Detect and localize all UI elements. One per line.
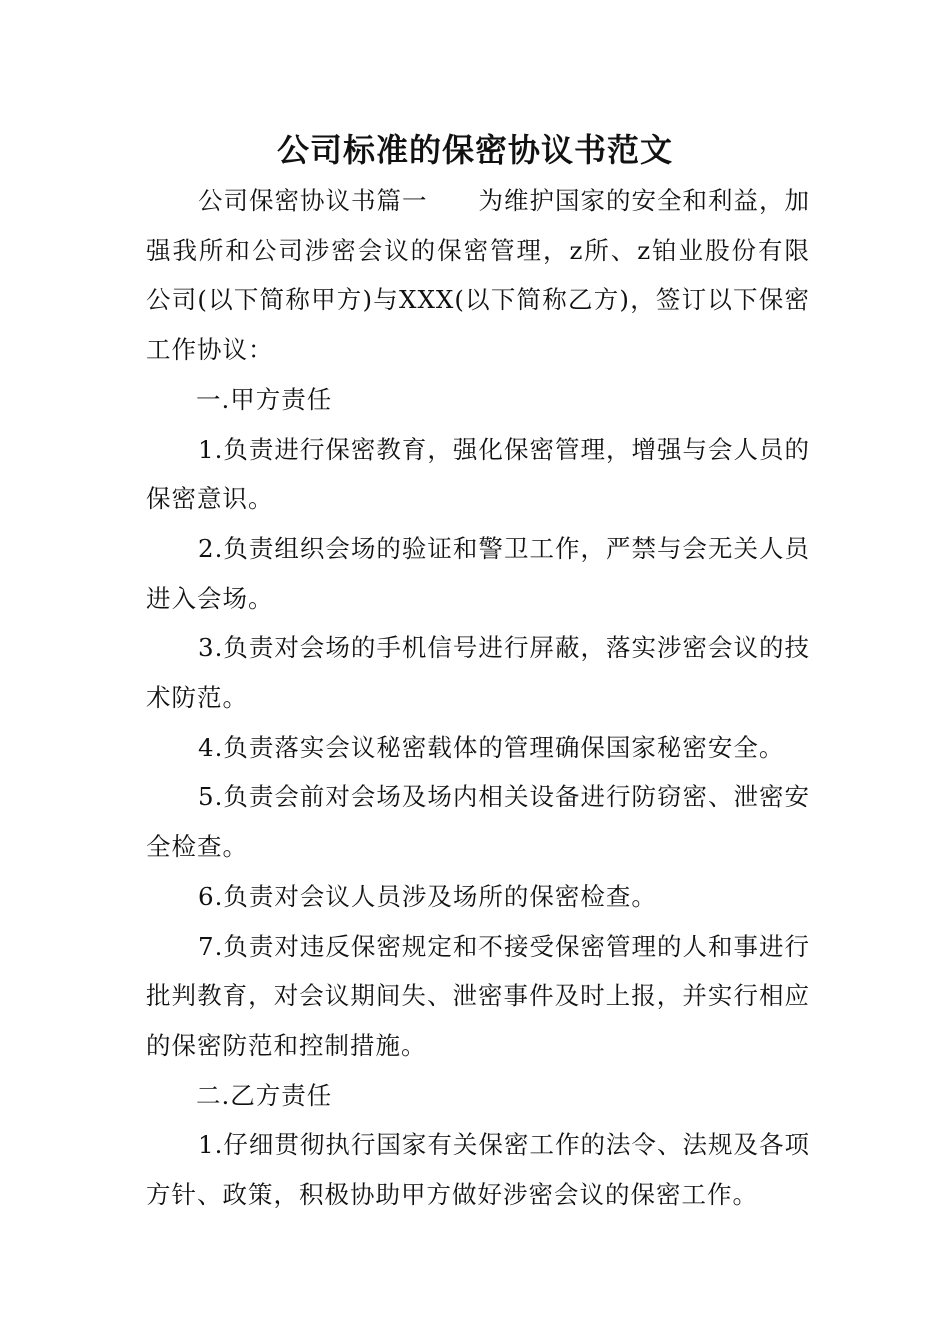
clause-a-7: 7.负责对违反保密规定和不接受保密管理的人和事进行批判教育，对会议期间失、泄密事件及时上报，并实行相应的保密防范和控制措施。 — [146, 931, 810, 1060]
clause-a-4: 4.负责落实会议秘密载体的管理确保国家秘密安全。 — [198, 732, 785, 762]
clause-b-1: 1.仔细贯彻执行国家有关保密工作的法令、法规及各项方针、政策，积极协助甲方做好涉密会议的保密工作。 — [146, 1130, 810, 1210]
intro-paragraph: 公司保密协议书篇一 为维护国家的安全和利益，加强我所和公司涉密会议的保密管理，z所、z铂业股份有限公司(以下简称甲方)与XXX(以下简称乙方)，签订以下保密工作协议： — [146, 186, 810, 365]
clause-a-3: 3.负责对会场的手机信号进行屏蔽，落实涉密会议的技术防范。 — [146, 633, 810, 713]
section-heading-party-b: 二.乙方责任 — [196, 1080, 333, 1110]
section-heading-party-a: 一.甲方责任 — [196, 384, 333, 414]
clause-a-6: 6.负责对会议人员涉及场所的保密检查。 — [198, 881, 657, 911]
clause-a-1: 1.负责进行保密教育，强化保密管理，增强与会人员的保密意识。 — [146, 434, 810, 514]
document-title: 公司标准的保密协议书范文 — [276, 131, 673, 169]
document-body — [146, 176, 810, 1220]
clause-a-2: 2.负责组织会场的验证和警卫工作，严禁与会无关人员进入会场。 — [146, 533, 810, 613]
clause-a-5: 5.负责会前对会场及场内相关设备进行防窃密、泄密安全检查。 — [146, 782, 810, 862]
